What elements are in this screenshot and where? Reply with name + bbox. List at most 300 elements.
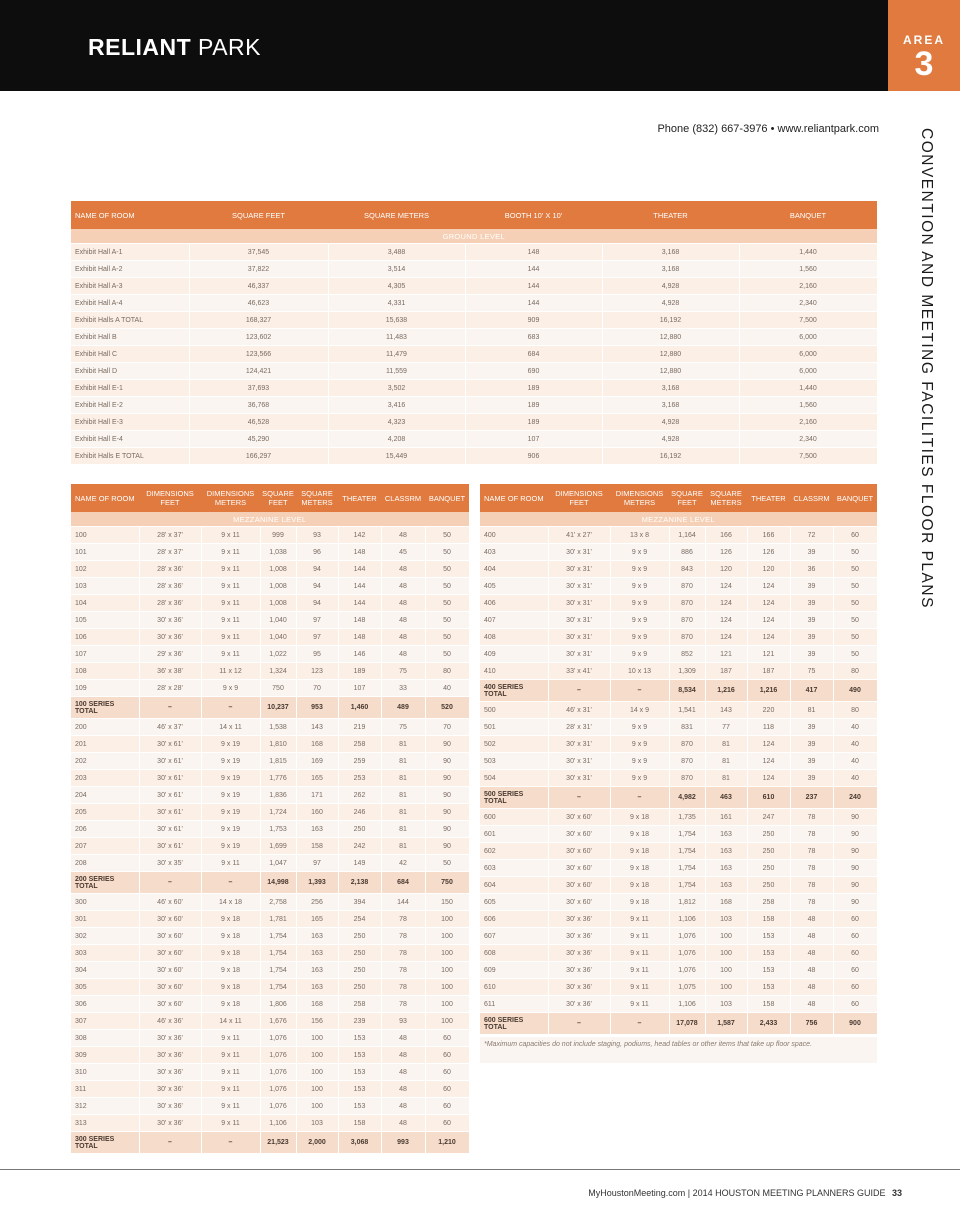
value-cell: 124 [705, 612, 747, 629]
value-cell: 394 [338, 894, 381, 911]
table-row [71, 612, 469, 629]
table-row [480, 996, 877, 1013]
value-cell: 690 [465, 363, 602, 380]
value-cell: 90 [833, 843, 877, 860]
value-cell: 94 [296, 595, 338, 612]
room-name-cell: 303 [71, 945, 139, 962]
value-cell: 219 [338, 719, 381, 736]
table-row [480, 809, 877, 826]
value-cell: 1,560 [739, 261, 877, 278]
value-cell: 237 [790, 787, 833, 809]
value-cell: 30' x 60' [548, 809, 610, 826]
value-cell: 30' x 36' [139, 1030, 201, 1047]
value-cell: 72 [790, 527, 833, 544]
room-name-cell: 400 SERIES TOTAL [480, 680, 548, 702]
value-cell: 9 x 18 [610, 826, 669, 843]
value-cell: 4,331 [328, 295, 465, 312]
value-cell: 40 [833, 753, 877, 770]
room-name-cell: 108 [71, 663, 139, 680]
value-cell: 144 [465, 295, 602, 312]
value-cell: 39 [790, 629, 833, 646]
value-cell: 50 [425, 578, 469, 595]
value-cell: 9 x 11 [610, 979, 669, 996]
value-cell: 78 [790, 843, 833, 860]
value-cell: 90 [425, 753, 469, 770]
value-cell: 81 [381, 736, 425, 753]
value-cell: 9 x 19 [201, 838, 260, 855]
value-cell: 78 [381, 962, 425, 979]
value-cell: 60 [425, 1047, 469, 1064]
value-cell: 78 [790, 826, 833, 843]
value-cell: 124 [705, 595, 747, 612]
value-cell: 60 [833, 527, 877, 544]
value-cell: 1,106 [669, 996, 705, 1013]
value-cell: 756 [790, 1013, 833, 1035]
value-cell: 8,534 [669, 680, 705, 702]
value-cell: 158 [747, 996, 790, 1013]
value-cell: – [610, 1013, 669, 1035]
value-cell: 1,587 [705, 1013, 747, 1035]
value-cell: 12,880 [602, 346, 739, 363]
value-cell: 1,753 [260, 821, 296, 838]
value-cell: 1,776 [260, 770, 296, 787]
value-cell: 28' x 36' [139, 578, 201, 595]
value-cell: 50 [833, 629, 877, 646]
room-name-cell: 200 [71, 719, 139, 736]
value-cell: 39 [790, 719, 833, 736]
room-name-cell: 202 [71, 753, 139, 770]
value-cell: 900 [833, 1013, 877, 1035]
value-cell: 40 [833, 719, 877, 736]
value-cell: 40 [425, 680, 469, 697]
value-cell: 9 x 11 [201, 646, 260, 663]
value-cell: 30' x 31' [548, 561, 610, 578]
value-cell: 168 [705, 894, 747, 911]
room-name-cell: 501 [480, 719, 548, 736]
column-header: DIMENSIONS FEET [139, 484, 201, 512]
table-row [71, 261, 877, 278]
value-cell: 253 [338, 770, 381, 787]
value-cell: 144 [465, 261, 602, 278]
value-cell: 1,812 [669, 894, 705, 911]
value-cell: 78 [790, 894, 833, 911]
table-row [71, 680, 469, 697]
value-cell: 60 [833, 911, 877, 928]
value-cell: 220 [747, 702, 790, 719]
value-cell: 886 [669, 544, 705, 561]
value-cell: – [201, 1132, 260, 1154]
value-cell: 78 [790, 809, 833, 826]
value-cell: 123,602 [189, 329, 328, 346]
meeting-rooms-table-right [480, 484, 878, 1035]
value-cell: 50 [425, 612, 469, 629]
value-cell: 9 x 18 [201, 928, 260, 945]
value-cell: 166 [705, 527, 747, 544]
value-cell: 30' x 60' [548, 843, 610, 860]
value-cell: 250 [338, 962, 381, 979]
value-cell: 9 x 18 [201, 945, 260, 962]
value-cell: 520 [425, 697, 469, 719]
table-row [71, 1115, 469, 1132]
room-name-cell: Exhibit Hall E-1 [71, 380, 189, 397]
value-cell: 843 [669, 561, 705, 578]
value-cell: 258 [338, 996, 381, 1013]
value-cell: 2,758 [260, 894, 296, 911]
value-cell: 123 [296, 663, 338, 680]
table-row [71, 663, 469, 680]
room-name-cell: 600 [480, 809, 548, 826]
room-name-cell: Exhibit Hall A-4 [71, 295, 189, 312]
value-cell: 12,880 [602, 329, 739, 346]
value-cell: 1,460 [338, 697, 381, 719]
value-cell: 153 [338, 1081, 381, 1098]
value-cell: 1,754 [260, 928, 296, 945]
value-cell: 41' x 27' [548, 527, 610, 544]
value-cell: 239 [338, 1013, 381, 1030]
value-cell: 4,323 [328, 414, 465, 431]
value-cell: 120 [747, 561, 790, 578]
value-cell: 80 [425, 663, 469, 680]
value-cell: 2,340 [739, 295, 877, 312]
value-cell: 14 x 18 [201, 894, 260, 911]
value-cell: 30' x 61' [139, 838, 201, 855]
value-cell: 144 [381, 894, 425, 911]
value-cell: 142 [338, 527, 381, 544]
column-header: NAME OF ROOM [480, 484, 548, 512]
value-cell: 50 [833, 561, 877, 578]
value-cell: 9 x 18 [610, 860, 669, 877]
value-cell: 103 [705, 996, 747, 1013]
value-cell: 3,514 [328, 261, 465, 278]
value-cell: 81 [381, 770, 425, 787]
value-cell: 1,724 [260, 804, 296, 821]
column-header: THEATER [747, 484, 790, 512]
value-cell: 1,699 [260, 838, 296, 855]
value-cell: 60 [425, 1064, 469, 1081]
column-header: SQUARE METERS [296, 484, 338, 512]
value-cell: 48 [381, 1030, 425, 1047]
table-row [71, 719, 469, 736]
table-row [71, 431, 877, 448]
value-cell: 254 [338, 911, 381, 928]
value-cell: 163 [296, 928, 338, 945]
value-cell: 870 [669, 629, 705, 646]
value-cell: 100 [296, 1030, 338, 1047]
value-cell: 256 [296, 894, 338, 911]
value-cell: 126 [705, 544, 747, 561]
value-cell: 48 [381, 561, 425, 578]
total-row [71, 1132, 469, 1154]
value-cell: 70 [425, 719, 469, 736]
value-cell: 1,076 [669, 928, 705, 945]
value-cell: 81 [705, 753, 747, 770]
level-section-row [71, 512, 469, 527]
column-header: SQUARE METERS [328, 201, 465, 229]
room-name-cell: 306 [71, 996, 139, 1013]
value-cell: 78 [381, 979, 425, 996]
value-cell: 124 [747, 595, 790, 612]
table-row [71, 561, 469, 578]
value-cell: 60 [833, 945, 877, 962]
value-cell: 81 [381, 753, 425, 770]
value-cell: 144 [338, 578, 381, 595]
table-row [71, 414, 877, 431]
table-row [71, 979, 469, 996]
value-cell: 60 [833, 979, 877, 996]
value-cell: 9 x 9 [610, 736, 669, 753]
room-name-cell: 109 [71, 680, 139, 697]
value-cell: 80 [833, 663, 877, 680]
value-cell: 30' x 60' [139, 945, 201, 962]
value-cell: 48 [381, 612, 425, 629]
value-cell: 1,076 [260, 1081, 296, 1098]
value-cell: 165 [296, 770, 338, 787]
value-cell: 60 [425, 1115, 469, 1132]
value-cell: 153 [747, 945, 790, 962]
value-cell: 103 [296, 1115, 338, 1132]
column-header: BOOTH 10' X 10' [465, 201, 602, 229]
value-cell: 48 [381, 578, 425, 595]
table-row [71, 770, 469, 787]
value-cell: 250 [338, 928, 381, 945]
value-cell: 9 x 9 [610, 753, 669, 770]
room-name-cell: 604 [480, 877, 548, 894]
value-cell: 42 [381, 855, 425, 872]
value-cell: 490 [833, 680, 877, 702]
value-cell: 189 [338, 663, 381, 680]
value-cell: 90 [833, 894, 877, 911]
value-cell: 1,541 [669, 702, 705, 719]
value-cell: 6,000 [739, 346, 877, 363]
level-label: GROUND LEVEL [71, 229, 877, 244]
room-name-cell: Exhibit Hall B [71, 329, 189, 346]
value-cell: 168,327 [189, 312, 328, 329]
value-cell: 121 [705, 646, 747, 663]
value-cell: 1,754 [669, 826, 705, 843]
value-cell: 169 [296, 753, 338, 770]
level-label: MEZZANINE LEVEL [71, 512, 469, 527]
value-cell: 37,693 [189, 380, 328, 397]
value-cell: 39 [790, 770, 833, 787]
value-cell: 163 [705, 860, 747, 877]
value-cell: 40 [833, 770, 877, 787]
value-cell: 7,500 [739, 448, 877, 465]
room-name-cell: 608 [480, 945, 548, 962]
room-name-cell: 302 [71, 928, 139, 945]
value-cell: 171 [296, 787, 338, 804]
value-cell: 831 [669, 719, 705, 736]
value-cell: 30' x 60' [548, 877, 610, 894]
footer-divider [0, 1169, 960, 1170]
room-name-cell: 502 [480, 736, 548, 753]
value-cell: 100 [296, 1081, 338, 1098]
value-cell: 3,502 [328, 380, 465, 397]
room-name-cell: 404 [480, 561, 548, 578]
value-cell: 75 [790, 663, 833, 680]
value-cell: 45 [381, 544, 425, 561]
table-row [71, 595, 469, 612]
value-cell: 39 [790, 753, 833, 770]
value-cell: 9 x 19 [201, 753, 260, 770]
value-cell: 94 [296, 578, 338, 595]
value-cell: 90 [425, 821, 469, 838]
value-cell: 28' x 28' [139, 680, 201, 697]
value-cell: 100 [705, 928, 747, 945]
value-cell: 124 [705, 578, 747, 595]
table-row [71, 996, 469, 1013]
value-cell: 124 [747, 770, 790, 787]
section-title: CONVENTION AND MEETING FACILITIES FLOOR PLANS [918, 128, 935, 609]
value-cell: 36 [790, 561, 833, 578]
value-cell: 9 x 11 [201, 612, 260, 629]
value-cell: 100 [425, 911, 469, 928]
value-cell: 30' x 60' [139, 928, 201, 945]
value-cell: 953 [296, 697, 338, 719]
value-cell: 684 [465, 346, 602, 363]
value-cell: 90 [425, 770, 469, 787]
area-number: 3 [914, 45, 934, 83]
value-cell: 1,754 [669, 843, 705, 860]
value-cell: 80 [833, 702, 877, 719]
value-cell: 30' x 60' [548, 860, 610, 877]
room-name-cell: Exhibit Hall E-4 [71, 431, 189, 448]
room-name-cell: 611 [480, 996, 548, 1013]
value-cell: 48 [381, 629, 425, 646]
room-name-cell: 103 [71, 578, 139, 595]
value-cell: 30' x 60' [548, 894, 610, 911]
value-cell: 48 [790, 979, 833, 996]
column-header: SQUARE FEET [189, 201, 328, 229]
room-name-cell: 403 [480, 544, 548, 561]
value-cell: 30' x 60' [139, 911, 201, 928]
room-name-cell: 201 [71, 736, 139, 753]
value-cell: 48 [381, 646, 425, 663]
value-cell: 118 [747, 719, 790, 736]
value-cell: – [548, 1013, 610, 1035]
value-cell: 870 [669, 612, 705, 629]
room-name-cell: 107 [71, 646, 139, 663]
value-cell: 50 [425, 855, 469, 872]
value-cell: 870 [669, 753, 705, 770]
value-cell: 250 [338, 979, 381, 996]
value-cell: 163 [705, 877, 747, 894]
value-cell: 100 [296, 1047, 338, 1064]
value-cell: 1,106 [260, 1115, 296, 1132]
value-cell: 165 [296, 911, 338, 928]
value-cell: 1,216 [705, 680, 747, 702]
value-cell: 9 x 18 [201, 911, 260, 928]
value-cell: 39 [790, 646, 833, 663]
table-row [480, 928, 877, 945]
value-cell: 30' x 36' [139, 1081, 201, 1098]
table-row [480, 753, 877, 770]
value-cell: 78 [381, 945, 425, 962]
room-name-cell: 407 [480, 612, 548, 629]
room-name-cell: 307 [71, 1013, 139, 1030]
value-cell: 81 [381, 787, 425, 804]
table-row [71, 945, 469, 962]
room-name-cell: 405 [480, 578, 548, 595]
value-cell: 146 [338, 646, 381, 663]
value-cell: 250 [747, 860, 790, 877]
value-cell: 50 [425, 595, 469, 612]
table-row [480, 663, 877, 680]
table-row [71, 1098, 469, 1115]
value-cell: 144 [338, 595, 381, 612]
value-cell: 2,160 [739, 278, 877, 295]
value-cell: 463 [705, 787, 747, 809]
value-cell: 9 x 11 [201, 1047, 260, 1064]
value-cell: 28' x 31' [548, 719, 610, 736]
table-row [480, 843, 877, 860]
value-cell: 1,008 [260, 595, 296, 612]
value-cell: 9 x 11 [201, 527, 260, 544]
value-cell: 1,076 [669, 945, 705, 962]
value-cell: 143 [705, 702, 747, 719]
value-cell: 60 [425, 1098, 469, 1115]
value-cell: 75 [381, 719, 425, 736]
value-cell: 750 [425, 872, 469, 894]
value-cell: 46' x 60' [139, 894, 201, 911]
value-cell: 40 [833, 736, 877, 753]
value-cell: 81 [790, 702, 833, 719]
value-cell: 9 x 19 [201, 821, 260, 838]
value-cell: 30' x 36' [548, 962, 610, 979]
value-cell: 993 [381, 1132, 425, 1154]
value-cell: 156 [296, 1013, 338, 1030]
value-cell: 1,106 [669, 911, 705, 928]
room-name-cell: Exhibit Hall A-1 [71, 244, 189, 261]
value-cell: 240 [833, 787, 877, 809]
table-row [71, 312, 877, 329]
value-cell: 9 x 18 [610, 894, 669, 911]
value-cell: 163 [705, 826, 747, 843]
column-header: NAME OF ROOM [71, 484, 139, 512]
value-cell: 50 [833, 646, 877, 663]
value-cell: 70 [296, 680, 338, 697]
room-name-cell: 208 [71, 855, 139, 872]
column-header: THEATER [338, 484, 381, 512]
value-cell: 30' x 60' [139, 979, 201, 996]
value-cell: 9 x 9 [610, 544, 669, 561]
level-section-row [480, 512, 877, 527]
value-cell: 30' x 36' [139, 1047, 201, 1064]
value-cell: – [548, 787, 610, 809]
value-cell: 39 [790, 595, 833, 612]
value-cell: 9 x 18 [610, 877, 669, 894]
value-cell: 77 [705, 719, 747, 736]
table-row [480, 595, 877, 612]
value-cell: 50 [425, 544, 469, 561]
value-cell: 14 x 11 [201, 719, 260, 736]
value-cell: 1,076 [260, 1064, 296, 1081]
value-cell: 9 x 18 [201, 979, 260, 996]
value-cell: 60 [833, 928, 877, 945]
value-cell: 153 [747, 962, 790, 979]
table-row [71, 928, 469, 945]
value-cell: 870 [669, 578, 705, 595]
value-cell: 250 [747, 843, 790, 860]
value-cell: 48 [790, 962, 833, 979]
total-row [71, 872, 469, 894]
value-cell: 9 x 11 [610, 928, 669, 945]
value-cell: 33' x 41' [548, 663, 610, 680]
exhibit-hall-table [71, 201, 878, 465]
value-cell: 30' x 36' [548, 911, 610, 928]
room-name-cell: 207 [71, 838, 139, 855]
value-cell: 11 x 12 [201, 663, 260, 680]
value-cell: 1,754 [260, 979, 296, 996]
